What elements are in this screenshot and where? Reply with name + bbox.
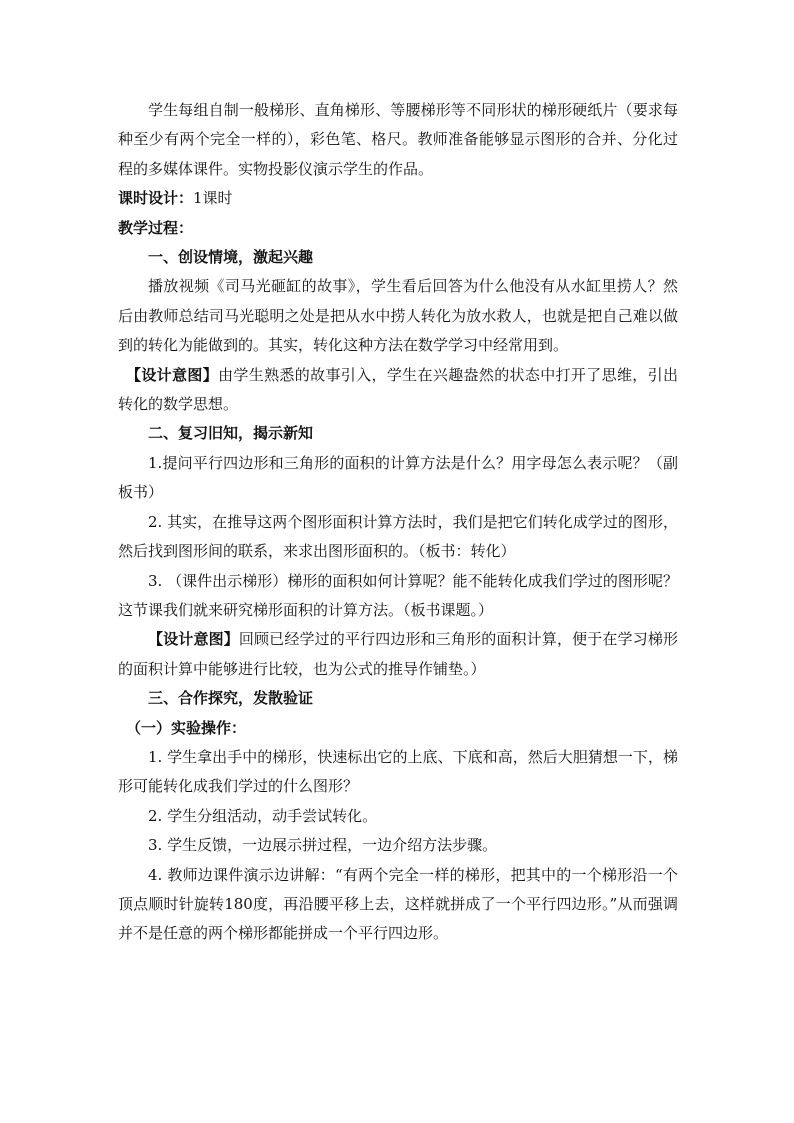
design-intent-text: 由学生熟悉的故事引入，学生在兴趣盎然的状态中打开了思维，引出转化的数学思想。	[118, 365, 678, 414]
section-heading-text: 二、复习旧知，揭示新知	[148, 424, 314, 443]
section-heading-2	[118, 419, 678, 448]
paragraph-text: 1.提问平行四边形和三角形的面积的计算方法是什么？用字母怎么表示呢？（副板书）	[118, 453, 678, 502]
design-intent-text: 回顾已经学过的平行四边形和三角形的面积计算，便于在学习梯形的面积计算中能够进行比较，也为公式的推导作铺垫。）	[118, 630, 678, 678]
paragraph-text: 3. 学生反馈，一边展示拼过程，一边介绍方法步骤。	[148, 836, 498, 855]
lesson-time-line	[118, 184, 678, 213]
paragraph-text: 4. 教师边课件演示边讲解：“有两个完全一样的梯形，把其中的一个梯形沿一个顶点顺时针旋转180度，再沿腰平移上去，这样就拼成了一个平行四边形。”从而强调并不是任意的两个梯形都能拼成一个平行四边形。	[118, 865, 678, 943]
experiment-item-4	[118, 861, 678, 949]
lesson-time-label: 课时设计：	[118, 189, 194, 208]
design-intent-1	[118, 361, 678, 420]
section-heading-text: 一、创设情境，激起兴趣	[148, 248, 314, 267]
section-heading-text: 三、合作探究，发散验证	[148, 689, 314, 708]
experiment-item-1	[118, 743, 678, 802]
teaching-process-label: 教学过程：	[118, 218, 194, 237]
teaching-process-label-line	[118, 214, 678, 243]
section-heading-1	[118, 243, 678, 272]
design-intent-label: 【设计意图】	[148, 630, 239, 649]
experiment-item-3	[118, 831, 678, 860]
subsection-heading-text: （一）实验操作：	[126, 718, 247, 737]
review-item-3	[118, 567, 678, 626]
design-intent-label: 【设计意图】	[126, 365, 219, 384]
section-heading-3	[118, 684, 678, 713]
document-body	[118, 96, 678, 949]
subsection-heading-experiment	[118, 714, 678, 743]
paragraph-text: 播放视频《司马光砸缸的故事》，学生看后回答为什么他没有从水缸里捞人？然后由教师总结司马光聪明之处是把从水中捞人转化为放水救人，也就是把自己难以做到的转化为能做到的。其实，转化这种方法在数学学习中经常用到。	[118, 277, 678, 355]
materials-paragraph	[118, 96, 678, 184]
story-paragraph	[118, 272, 678, 360]
design-intent-2	[118, 625, 678, 684]
paragraph-text: 2. 其实，在推导这两个图形面积计算方法时，我们是把它们转化成学过的图形，然后找到图形间的联系，来求出图形面积的。（板书：转化）	[118, 512, 678, 561]
paragraph-text: 2. 学生分组活动，动手尝试转化。	[148, 806, 378, 825]
experiment-item-2	[118, 802, 678, 831]
paragraph-text: 1. 学生拿出手中的梯形，快速标出它的上底、下底和高，然后大胆猜想一下，梯形可能转化成我们学过的什么图形？	[118, 747, 678, 796]
lesson-time-value: 1课时	[193, 189, 233, 208]
paragraph-text: 学生每组自制一般梯形、直角梯形、等腰梯形等不同形状的梯形硬纸片（要求每种至少有两个完全一样的），彩色笔、格尺。教师准备能够显示图形的合并、分化过程的多媒体课件。实物投影仪演示学生的作品。	[118, 101, 678, 178]
review-item-1	[118, 449, 678, 508]
paragraph-text: 3. （课件出示梯形）梯形的面积如何计算呢？能不能转化成我们学过的图形呢？这节课我们就来研究梯形面积的计算方法。（板书课题。）	[118, 571, 678, 619]
review-item-2	[118, 508, 678, 567]
